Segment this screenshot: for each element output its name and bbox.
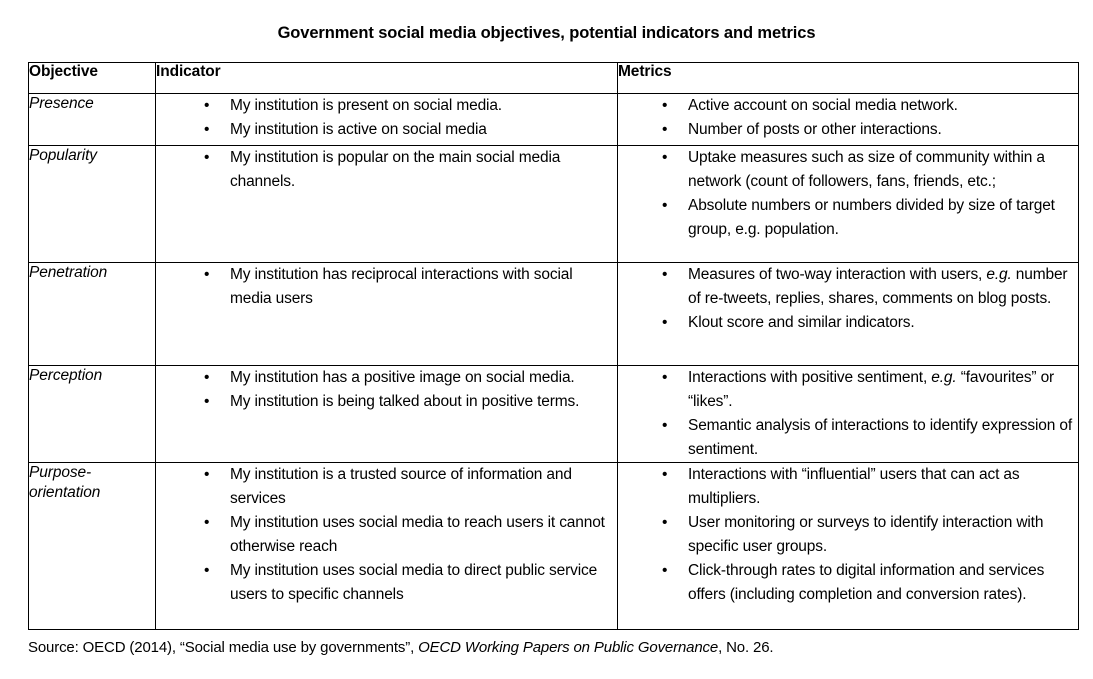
- table-row: [29, 263, 1079, 366]
- table-row: [29, 366, 1079, 463]
- bullet-item: • My institution is being talked about in positive terms.: [156, 390, 617, 414]
- table-body: [29, 94, 1079, 630]
- metrics-cell: [618, 146, 1079, 263]
- indicator-cell: [156, 463, 618, 630]
- plain-text: number of re-tweets, replies, shares, comments on blog posts.: [688, 266, 1068, 307]
- indicator-list: [156, 463, 617, 607]
- emphasis-text: OECD Working Papers on Public Governance: [418, 639, 719, 656]
- indicator-list: [156, 94, 617, 142]
- indicator-cell: [156, 263, 618, 366]
- bullet-item: • Semantic analysis of interactions to identify expression of sentiment.: [618, 414, 1078, 462]
- plain-text: “favourites” or “likes”.: [688, 369, 1055, 410]
- plain-text: Source: OECD (2014), “Social media use by governments”,: [28, 639, 419, 656]
- objective-cell: [29, 263, 156, 366]
- metrics-list: [618, 463, 1078, 607]
- bullet-item: • Click-through rates to digital information and services offers (including completion and conversion rates).: [618, 559, 1078, 607]
- plain-text: Measures of two-way interaction with users,: [688, 266, 987, 283]
- bullet-item: • Interactions with “influential” users that can act as multipliers.: [618, 463, 1078, 511]
- objective-label: Perception: [29, 367, 103, 384]
- metrics-list: [618, 146, 1078, 242]
- bullet-item: • User monitoring or surveys to identify interaction with specific user groups.: [618, 511, 1078, 559]
- bullet-item: • Number of posts or other interactions.: [618, 118, 1078, 142]
- bullet-item: • Klout score and similar indicators.: [618, 311, 1078, 335]
- objective-cell: [29, 94, 156, 146]
- emphasis-text: e.g.: [931, 369, 957, 386]
- plain-text: Interactions with positive sentiment,: [688, 369, 932, 386]
- bullet-item: • My institution is a trusted source of information and services: [156, 463, 617, 511]
- bullet-item: • Active account on social media network.: [618, 94, 1078, 118]
- objective-cell: [29, 366, 156, 463]
- indicator-cell: [156, 366, 618, 463]
- metrics-cell: [618, 366, 1079, 463]
- column-header-metrics: Metrics: [618, 63, 1079, 94]
- bullet-item: • My institution is popular on the main social media channels.: [156, 146, 617, 194]
- bullet-item: • My institution has reciprocal interactions with social media users: [156, 263, 617, 311]
- table-header-row: [29, 63, 1079, 94]
- indicator-cell: [156, 94, 618, 146]
- metrics-list: [618, 94, 1078, 142]
- indicator-list: [156, 146, 617, 194]
- bullet-item: • My institution uses social media to direct public service users to specific channels: [156, 559, 617, 607]
- bullet-item: • Uptake measures such as size of community within a network (count of followers, fans, friends, etc.;: [618, 146, 1078, 194]
- objective-label: Purpose-orientation: [29, 464, 101, 501]
- metrics-cell: [618, 263, 1079, 366]
- objective-cell: [29, 463, 156, 630]
- plain-text: , No. 26.: [718, 639, 774, 656]
- objective-label: Penetration: [29, 264, 108, 281]
- metrics-list: [618, 366, 1078, 462]
- bullet-item: [618, 263, 1078, 311]
- column-header-objective: Objective: [29, 63, 156, 94]
- metrics-cell: [618, 463, 1079, 630]
- bullet-item: [618, 366, 1078, 414]
- objective-label: Presence: [29, 95, 94, 112]
- bullet-item: • My institution is present on social media.: [156, 94, 617, 118]
- table-row: [29, 463, 1079, 630]
- metrics-cell: [618, 94, 1079, 146]
- metrics-list: [618, 263, 1078, 335]
- indicator-list: [156, 366, 617, 414]
- bullet-item: • Absolute numbers or numbers divided by size of target group, e.g. population.: [618, 194, 1078, 242]
- bullet-item: • My institution is active on social media: [156, 118, 617, 142]
- bullet-item: • My institution uses social media to reach users it cannot otherwise reach: [156, 511, 617, 559]
- page-title: Government social media objectives, potential indicators and metrics: [277, 24, 816, 42]
- objective-label: Popularity: [29, 147, 97, 164]
- table-row: [29, 94, 1079, 146]
- objective-cell: [29, 146, 156, 263]
- source-note: [28, 639, 773, 656]
- indicator-cell: [156, 146, 618, 263]
- bullet-item: • My institution has a positive image on social media.: [156, 366, 617, 390]
- objectives-table-container: [28, 62, 1078, 630]
- column-header-indicator: Indicator: [156, 63, 618, 94]
- objectives-table: [28, 62, 1079, 630]
- emphasis-text: e.g.: [986, 266, 1012, 283]
- indicator-list: [156, 263, 617, 311]
- table-row: [29, 146, 1079, 263]
